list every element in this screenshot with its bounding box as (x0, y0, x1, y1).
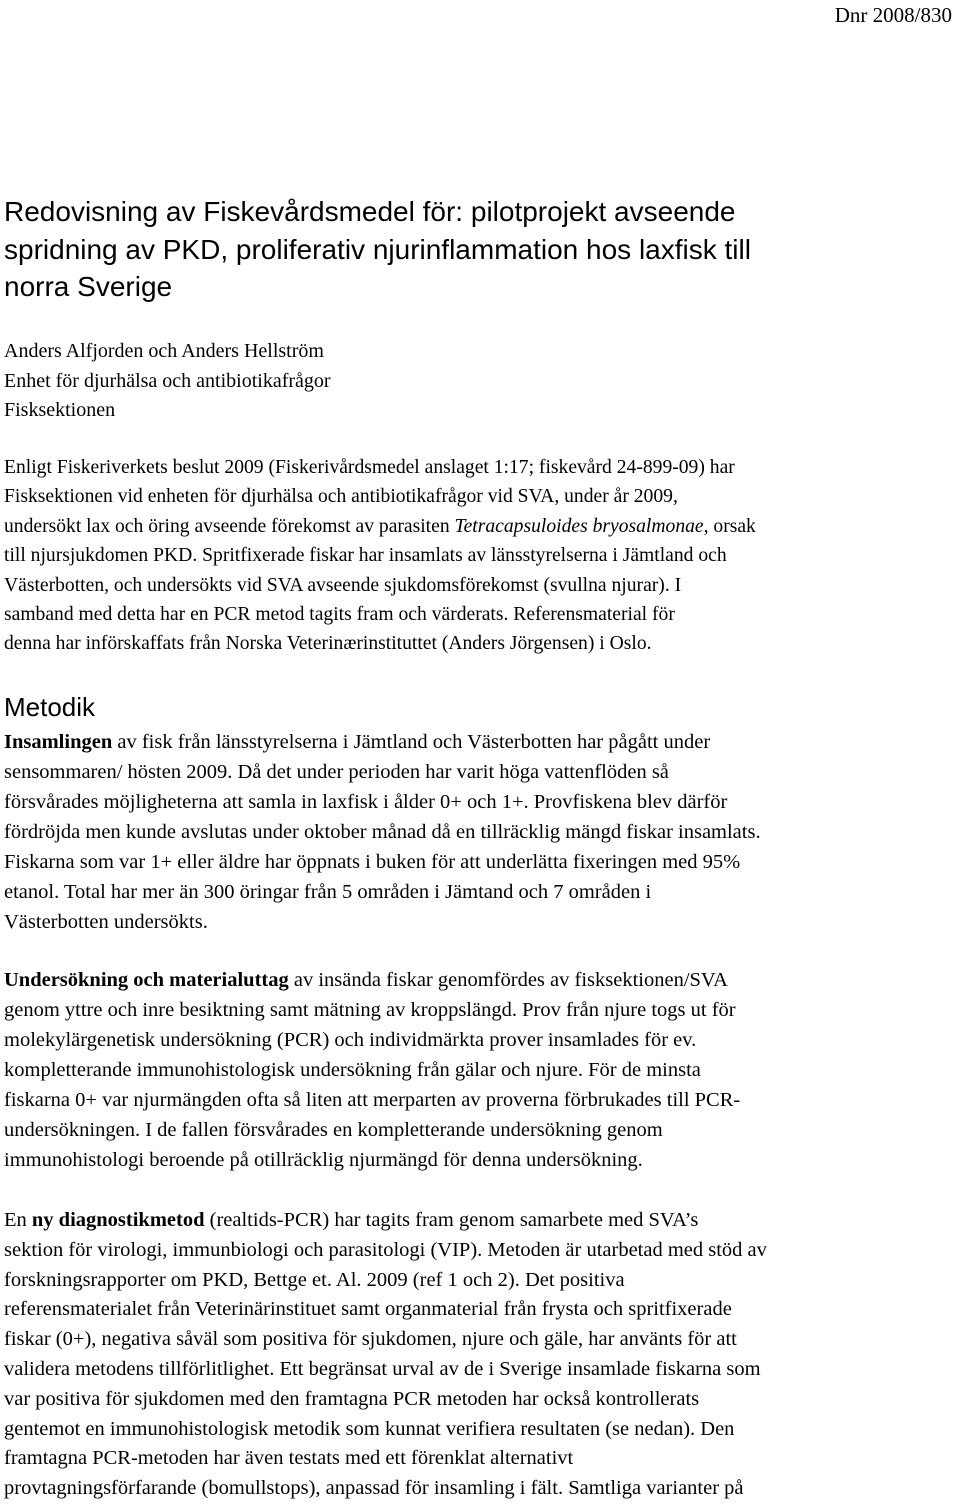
text-run: (realtids-PCR) har tagits fram genom samarbete med SVA’s (204, 1209, 699, 1231)
text-line: försvårades möjligheterna att samla in laxfisk i ålder 0+ och 1+. Provfiskena blev därför (4, 791, 728, 813)
author-block (4, 337, 331, 426)
text-line: etanol. Total har mer än 300 öringar från 5 områden i Jämtand och 7 områden i (4, 881, 652, 903)
text-line: gentemot en immunohistologisk metodik som kunnat verifiera resultaten (se nedan). Den (4, 1417, 735, 1440)
text-line (4, 965, 960, 995)
title-line: Redovisning av Fiskevårdsmedel för: pilotprojekt avseende (4, 196, 736, 227)
insamlingen-paragraph (4, 727, 960, 937)
text-line: sektion för virologi, immunbiologi och parasitologi (VIP). Metoden är utarbetad med stöd av (4, 1238, 767, 1261)
text-line: genom yttre och inre besiktning samt mätning av kroppslängd. Prov från njure togs ut för (4, 999, 736, 1021)
text-line: Fisksektionen vid enheten för djurhälsa och antibiotikafrågor vid SVA, under år 2009, (4, 486, 678, 508)
text-line: undersökningen. I de fallen försvårades en kompletterande undersökning genom (4, 1119, 663, 1141)
text-line: validera metodens tillförlitlighet. Ett begränsat urval av de i Sverige insamlade fiskarna som (4, 1357, 761, 1380)
document-title (4, 193, 904, 306)
bold-term: Undersökning och materialuttag (4, 969, 289, 991)
author-section: Fisksektionen (4, 399, 116, 421)
text-line: fiskarna 0+ var njurmängden ofta så liten att merparten av proverna förbrukades till PCR- (4, 1089, 741, 1111)
text-line (4, 727, 960, 757)
text-line: samband med detta har en PCR metod tagits fram och värderats. Referensmaterial för (4, 604, 675, 626)
text-line: var positiva för sjukdomen med den framtagna PCR metoden har också kontrollerats (4, 1387, 700, 1410)
text-run: undersökt lax och öring avseende förekomst av parasiten (4, 515, 455, 537)
text-line: Enligt Fiskeriverkets beslut 2009 (Fiskerivårdsmedel anslaget 1:17; fiskevård 24-899-09) har (4, 457, 735, 478)
diagnostikmetod-paragraph (4, 1206, 960, 1504)
text-run: , orsak (703, 515, 756, 537)
text-line: Västerbotten, och undersökts vid SVA avseende sjukdomsförekomst (svullna njurar). I (4, 574, 682, 596)
undersokning-paragraph (4, 965, 960, 1175)
text-line: kompletterande immunohistologisk undersökning från gälar och njure. För de minsta (4, 1059, 701, 1081)
species-name: Tetracapsuloides bryosalmonae (454, 515, 704, 537)
text-run: av insända fiskar genomfördes av fisksektionen/SVA (288, 969, 728, 991)
text-line: till njursjukdomen PKD. Spritfixerade fiskar har insamlats av länsstyrelserna i Jämtland och (4, 545, 727, 567)
section-heading-metodik: Metodik (4, 692, 96, 722)
document-number: Dnr 2008/830 (834, 3, 952, 27)
text-run: En (4, 1209, 32, 1231)
text-line: molekylärgenetisk undersökning (PCR) och individmärkta prover insamlades för ev. (4, 1029, 697, 1051)
text-line (4, 1206, 960, 1236)
text-line: Västerbotten undersökts. (4, 911, 208, 933)
text-line: framtagna PCR-metoden har även testats med ett förenklat alternativt (4, 1447, 574, 1470)
text-line: sensommaren/ hösten 2009. Då det under perioden har varit höga vattenflöden så (4, 761, 669, 783)
text-run: av fisk från länsstyrelserna i Jämtland och Västerbotten har pågått under (112, 731, 711, 753)
text-line: provtagningsförfarande (bomullstops), anpassad för insamling i fält. Samtliga varianter på (4, 1477, 744, 1500)
author-unit: Enhet för djurhälsa och antibiotikafrågor (4, 369, 331, 392)
title-line: norra Sverige (4, 271, 173, 302)
title-line: spridning av PKD, proliferativ njurinflammation hos laxfisk till (4, 233, 751, 265)
text-line: fördröjda men kunde avslutas under oktober månad då en tillräcklig mängd fiskar insamlats. (4, 821, 761, 843)
bold-term: Insamlingen (4, 731, 113, 753)
text-line: forskningsrapporter om PKD, Bettge et. Al. 2009 (ref 1 och 2). Det positiva (4, 1268, 625, 1291)
text-line: denna har införskaffats från Norska Veterinærinstituttet (Anders Jörgensen) i Oslo. (4, 633, 652, 655)
text-line (4, 512, 960, 541)
text-line: Fiskarna som var 1+ eller äldre har öppnats i buken för att underlätta fixeringen med 95% (4, 851, 741, 873)
text-line: referensmaterialet från Veterinärinstituet samt organmaterial från frysta och spritfixerade (4, 1298, 732, 1321)
text-line: fiskar (0+), negativa såväl som positiva för sjukdomen, njure och gäle, har använts för att (4, 1328, 737, 1351)
bold-term: ny diagnostikmetod (31, 1209, 205, 1231)
intro-paragraph (4, 453, 960, 659)
author-names: Anders Alfjorden och Anders Hellström (4, 340, 324, 362)
text-line: immunohistologi beroende på otillräcklig njurmängd för denna undersökning. (4, 1149, 643, 1171)
